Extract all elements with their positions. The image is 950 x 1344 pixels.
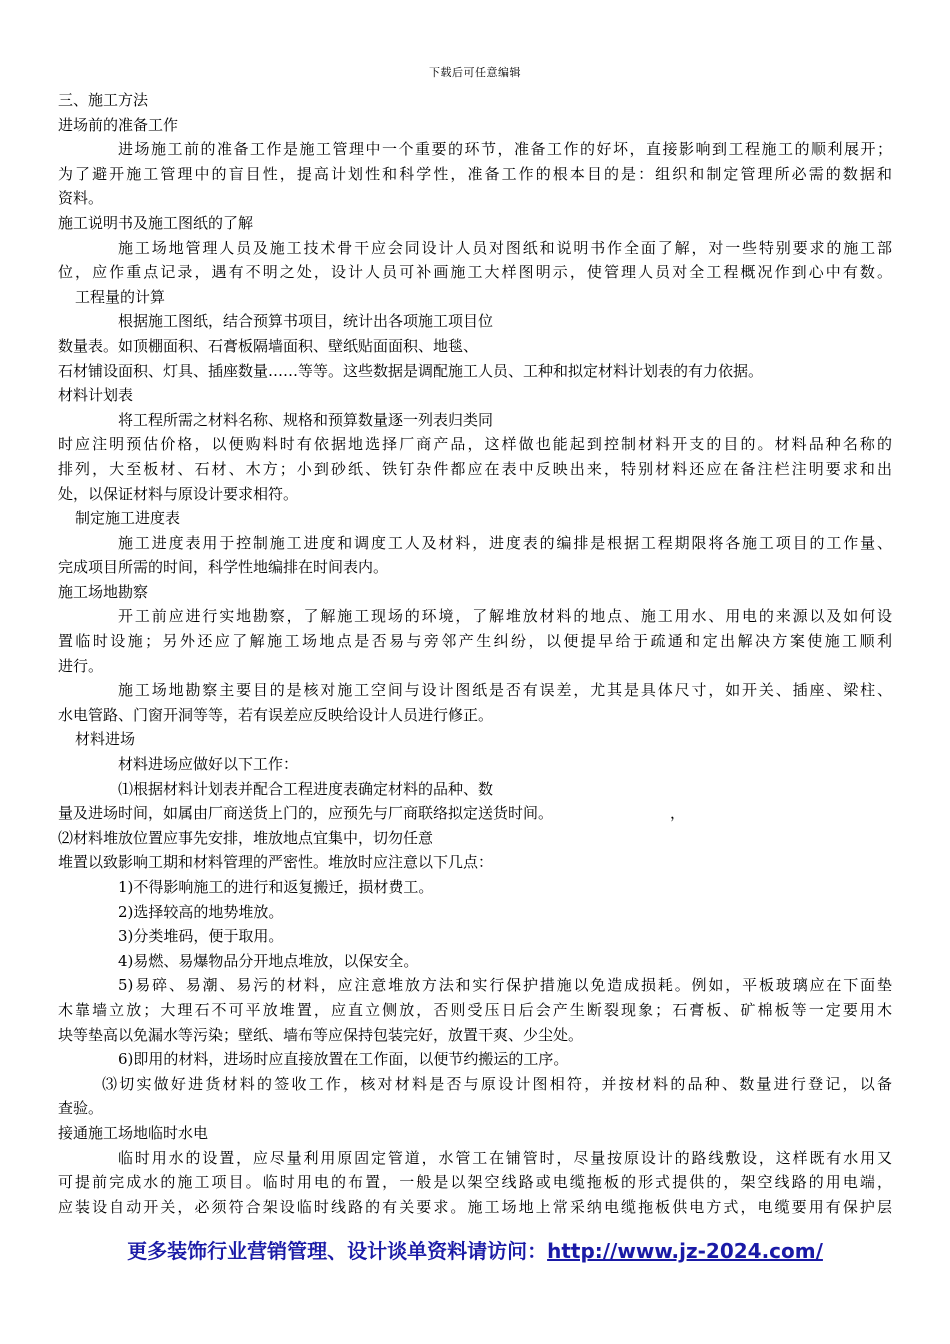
list-item: ⑶切实做好进货材料的签收工作，核对材料是否与原设计图相符，并按材料的品种、数量进行登记，以备	[102, 1074, 892, 1093]
paragraph-line: 资料。	[58, 189, 104, 208]
paragraph-line: 木靠墙立放；大理石不可平放堆置，应直立侧放，否则受压日后会产生断裂现象；石膏板、矿棉板等一定要用木	[58, 1000, 892, 1019]
footer-text: 更多装饰行业营销管理、设计谈单资料请访问：	[127, 1239, 548, 1263]
list-item: 2)选择较高的地势堆放。	[118, 902, 284, 921]
document-body	[58, 88, 892, 1219]
paragraph-line: 为了避开施工管理中的盲目性，提高计划性和科学性，准备工作的根本目的是：组织和制定管理所必需的数据和	[58, 164, 892, 183]
subheading: 制定施工进度表	[75, 509, 181, 528]
paragraph-line: 将工程所需之材料名称、规格和预算数量逐一列表归类同	[118, 410, 494, 429]
paragraph-line: 施工场地管理人员及施工技术骨干应会同设计人员对图纸和说明书作全面了解，对一些特别要求的施工部	[118, 238, 892, 257]
paragraph-line: 块等垫高以免漏水等污染；壁纸、墙布等应保持包装完好，放置干爽、少尘处。	[58, 1025, 584, 1044]
paragraph-line	[58, 801, 892, 826]
paragraph-line: 临时用水的设置，应尽量利用原固定管道，水管工在铺管时，尽量按原设计的路线敷设，这样既有水用又	[118, 1148, 892, 1167]
paragraph-line: 进行。	[58, 656, 104, 675]
list-item: 6)即用的材料，进场时应直接放置在工作面，以便节约搬运的工序。	[118, 1050, 569, 1069]
paragraph-line: 排列，大至板材、石材、木方；小到砂纸、铁钉杂件都应在表中反映出来，特别材料还应在备注栏注明要求和出	[58, 459, 892, 478]
paragraph-line: 查验。	[58, 1099, 104, 1118]
paragraph-line: 根据施工图纸，结合预算书项目，统计出各项施工项目位	[118, 312, 494, 331]
paragraph-line: 施工进度表用于控制施工进度和调度工人及材料，进度表的编排是根据工程期限将各施工项目的工作量、	[118, 533, 892, 552]
list-item: 5)易碎、易潮、易污的材料，应注意堆放方法和实行保护措施以免造成损耗。例如，平板玻璃应在下面垫	[118, 976, 892, 995]
page-header: 下载后可任意编辑	[429, 66, 521, 79]
paragraph-line: 可提前完成水的施工项目。临时用电的布置，一般是以架空线路或电缆拖板的形式提供的，架空线路的用电端，	[58, 1173, 892, 1192]
subheading: 材料计划表	[58, 386, 134, 405]
stray-comma: ，	[670, 804, 686, 823]
paragraph-line: 材料进场应做好以下工作：	[118, 755, 299, 774]
subheading: 工程量的计算	[75, 287, 166, 306]
paragraph-text: 量及进场时间，如属由厂商送货上门的，应预先与厂商联络拟定送货时间。	[58, 804, 554, 823]
subheading: 材料进场	[75, 730, 136, 749]
section-heading: 三、施工方法	[58, 91, 149, 109]
paragraph-line: 施工场地勘察主要目的是核对施工空间与设计图纸是否有误差，尤其是具体尺寸，如开关、插座、梁柱、	[118, 681, 892, 700]
list-item: 3)分类堆码，便于取用。	[118, 927, 284, 946]
list-item: ⑴根据材料计划表并配合工程进度表确定材料的品种、数	[118, 779, 494, 798]
subheading: 接通施工场地临时水电	[58, 1123, 209, 1142]
footer-link[interactable]: http://www.jz-2024.com/	[547, 1239, 823, 1263]
paragraph-line: 时应注明预估价格，以便购料时有依据地选择厂商产品，这样做也能起到控制材料开支的目的。材料品种名称的	[58, 435, 892, 454]
paragraph-line: 开工前应进行实地勘察，了解施工现场的环境，了解堆放材料的地点、施工用水、用电的来源以及如何设	[118, 607, 892, 626]
paragraph-line: 水电管路、门窗开洞等等，若有误差应反映给设计人员进行修正。	[58, 705, 494, 724]
paragraph-line: 石材铺设面积、灯具、插座数量……等等。这些数据是调配施工人员、工种和拟定材料计划表的有力依据。	[58, 361, 764, 380]
paragraph-line: 置临时设施；另外还应了解施工场地点是否易与旁邻产生纠纷，以便提早给于疏通和定出解决方案使施工顺利	[58, 632, 892, 651]
paragraph-line: 位，应作重点记录，遇有不明之处，设计人员可补画施工大样图明示，使管理人员对全工程概况作到心中有数。	[58, 263, 892, 282]
paragraph-line: 数量表。如顶棚面积、石膏板隔墙面积、壁纸贴面面积、地毯、	[58, 336, 479, 355]
list-item: 4)易燃、易爆物品分开地点堆放，以保安全。	[118, 951, 419, 970]
list-item: ⑵材料堆放位置应事先安排，堆放地点宜集中，切勿任意	[58, 828, 434, 847]
paragraph-line: 处，以保证材料与原设计要求相符。	[58, 484, 299, 503]
list-item: 1)不得影响施工的进行和返复搬迁，损材费工。	[118, 878, 434, 896]
paragraph-line: 应装设自动开关，必须符合架设临时线路的有关要求。施工场地上常采纳电缆拖板供电方式，电缆要用有保护层	[58, 1197, 892, 1216]
paragraph-line: 进场施工前的准备工作是施工管理中一个重要的环节，准备工作的好坏，直接影响到工程施工的顺利展开；	[118, 140, 892, 159]
subheading: 施工场地勘察	[58, 582, 149, 601]
subheading: 施工说明书及施工图纸的了解	[58, 213, 254, 232]
subheading: 进场前的准备工作	[58, 115, 179, 134]
promo-footer	[0, 1237, 950, 1265]
paragraph-line: 完成项目所需的时间，科学性地编排在时间表内。	[58, 558, 389, 577]
paragraph-line: 堆置以致影响工期和材料管理的严密性。堆放时应注意以下几点：	[58, 853, 494, 872]
